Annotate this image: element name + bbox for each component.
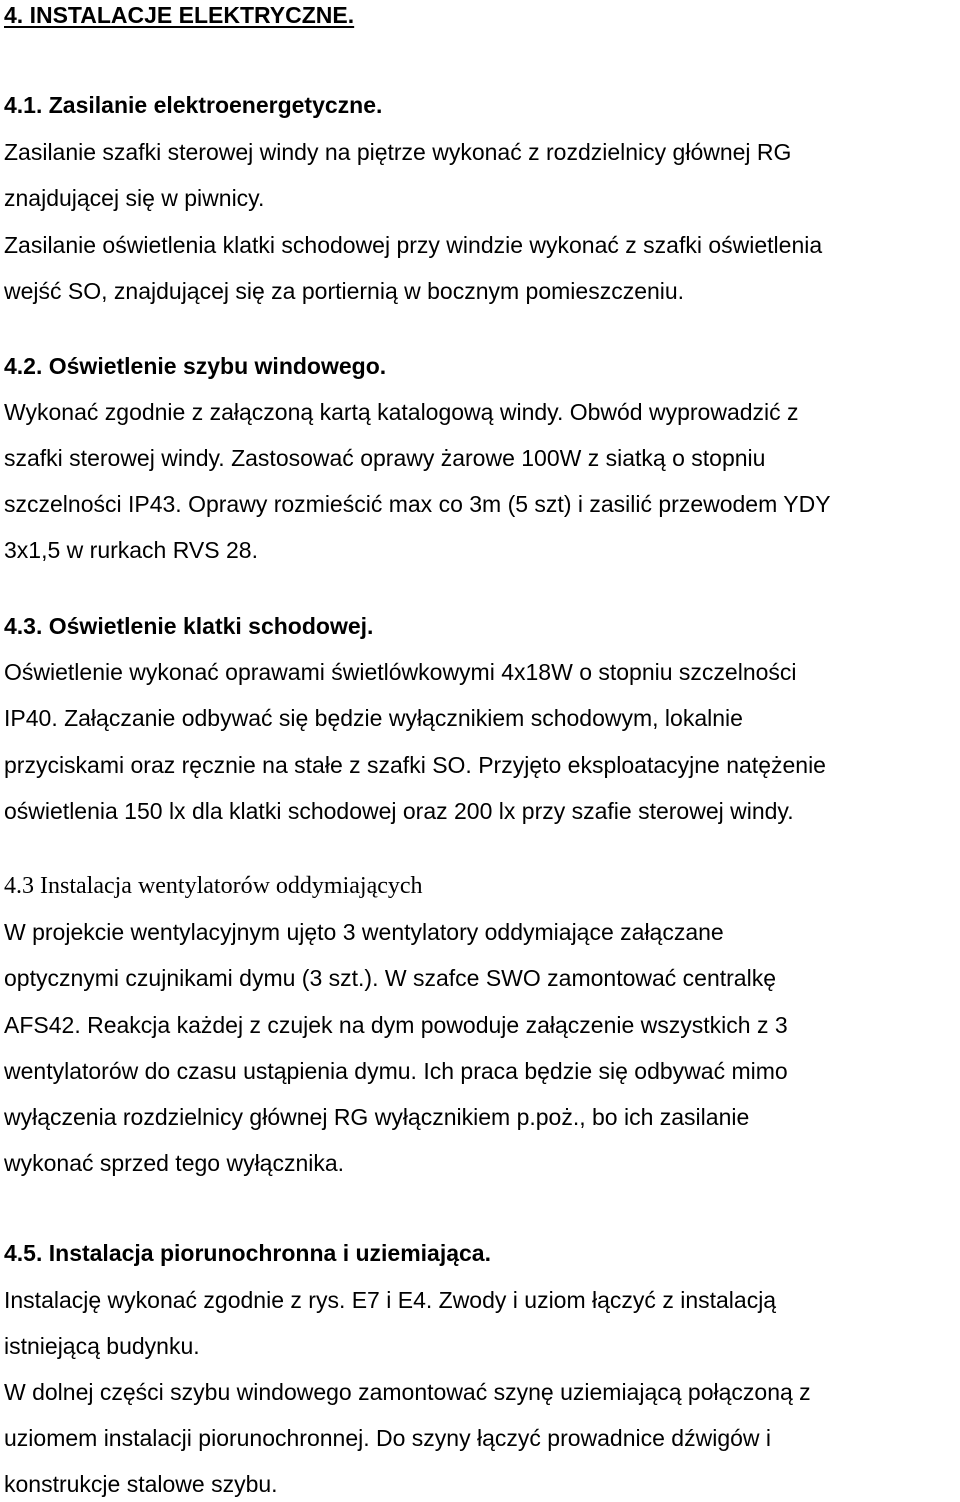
paragraph-line: Oświetlenie wykonać oprawami świetlówkowymi 4x18W o stopniu szczelności: [4, 659, 797, 685]
paragraph-line: IP40. Załączanie odbywać się będzie wyłącznikiem schodowym, lokalnie: [4, 705, 743, 731]
paragraph-line: Zasilanie szafki sterowej windy na piętrze wykonać z rozdzielnicy głównej RG: [4, 139, 792, 165]
section-heading: 4.1. Zasilanie elektroenergetyczne.: [4, 92, 383, 118]
paragraph-line: Wykonać zgodnie z załączoną kartą katalogową windy. Obwód wyprowadzić z: [4, 399, 799, 425]
paragraph-line: Instalację wykonać zgodnie z rys. E7 i E4. Zwody i uziom łączyć z instalacją: [4, 1287, 777, 1313]
paragraph-line: W dolnej części szybu windowego zamontować szynę uziemiającą połączoną z: [4, 1379, 811, 1405]
section-heading: 4.5. Instalacja piorunochronna i uziemiająca.: [4, 1240, 491, 1266]
paragraph-line: wykonać sprzed tego wyłącznika.: [4, 1150, 345, 1176]
paragraph-line: konstrukcje stalowe szybu.: [4, 1471, 278, 1497]
paragraph-line: wyłączenia rozdzielnicy głównej RG wyłącznikiem p.poż., bo ich zasilanie: [4, 1104, 750, 1130]
paragraph-line: szczelności IP43. Oprawy rozmieścić max co 3m (5 szt) i zasilić przewodem YDY: [4, 491, 831, 517]
paragraph-line: optycznymi czujnikami dymu (3 szt.). W szafce SWO zamontować centralkę: [4, 965, 776, 991]
paragraph-line: W projekcie wentylacyjnym ujęto 3 wentylatory oddymiające załączane: [4, 919, 724, 945]
paragraph-line: Zasilanie oświetlenia klatki schodowej przy windzie wykonać z szafki oświetlenia: [4, 232, 823, 258]
section-heading: 4.2. Oświetlenie szybu windowego.: [4, 353, 387, 379]
paragraph-line: wejść SO, znajdującej się za portiernią w bocznym pomieszczeniu.: [4, 278, 685, 304]
document-title: 4. INSTALACJE ELEKTRYCZNE.: [4, 2, 355, 28]
paragraph-line: istniejącą budynku.: [4, 1333, 200, 1359]
section-heading: 4.3. Oświetlenie klatki schodowej.: [4, 613, 374, 639]
paragraph-line: wentylatorów do czasu ustąpienia dymu. Ich praca będzie się odbywać mimo: [4, 1058, 788, 1084]
paragraph-line: przyciskami oraz ręcznie na stałe z szafki SO. Przyjęto eksploatacyjne natężenie: [4, 752, 826, 778]
paragraph-line: AFS42. Reakcja każdej z czujek na dym powoduje załączenie wszystkich z 3: [4, 1012, 788, 1038]
paragraph-line: szafki sterowej windy. Zastosować oprawy żarowe 100W z siatką o stopniu: [4, 445, 766, 471]
paragraph-line: znajdującej się w piwnicy.: [4, 185, 265, 211]
section-heading: 4.3 Instalacja wentylatorów oddymiających: [4, 873, 423, 899]
paragraph-line: 3x1,5 w rurkach RVS 28.: [4, 537, 258, 563]
paragraph-line: oświetlenia 150 lx dla klatki schodowej oraz 200 lx przy szafie sterowej windy.: [4, 798, 794, 824]
paragraph-line: uziomem instalacji piorunochronnej. Do szyny łączyć prowadnice dźwigów i: [4, 1425, 772, 1451]
